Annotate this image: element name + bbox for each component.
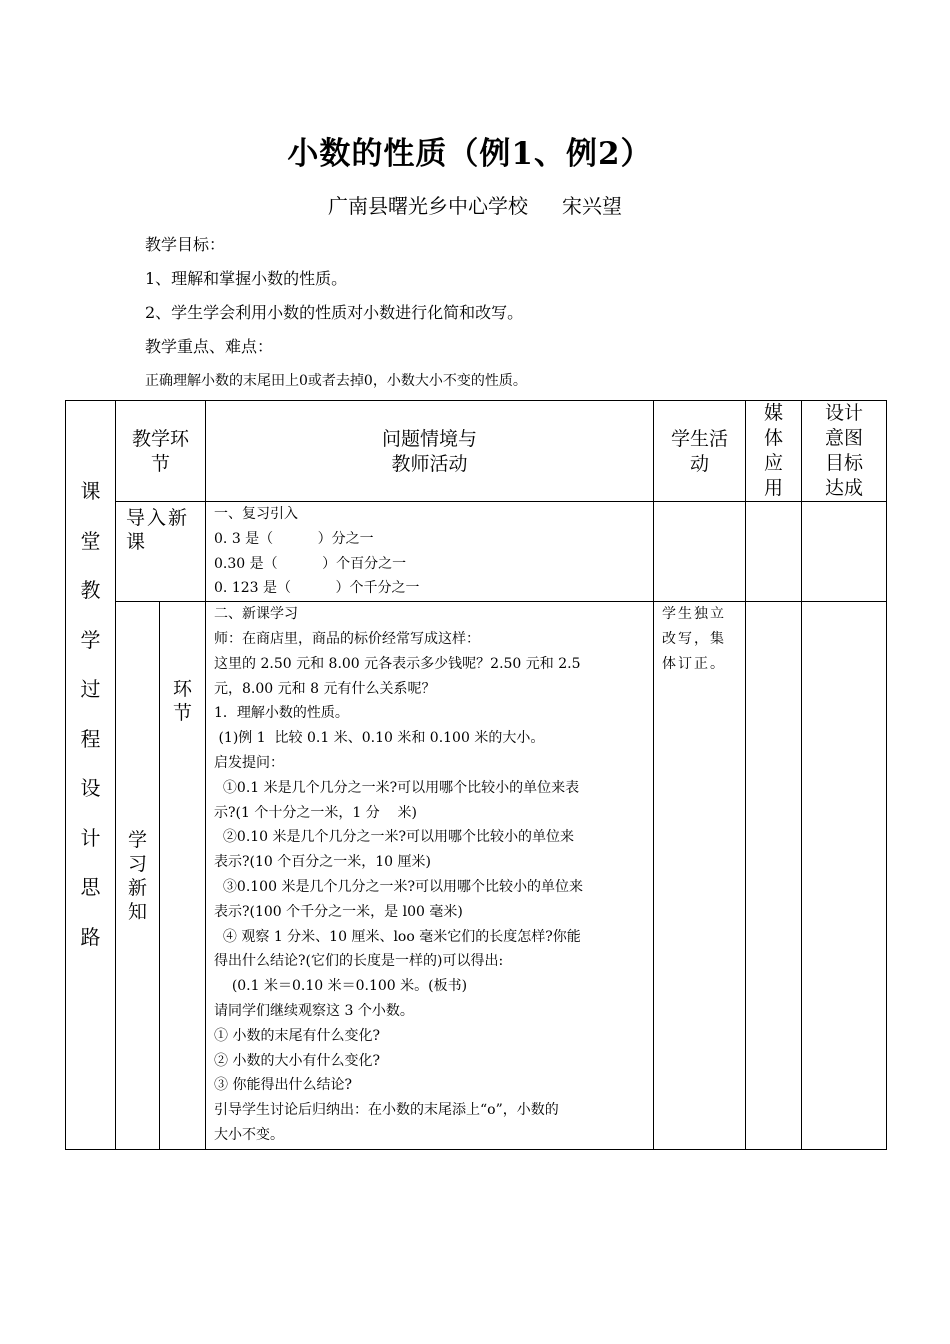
key-points-text: 正确理解小数的末尾田上0或者去掉0，小数大小不变的性质。 <box>145 373 527 389</box>
intro-student <box>654 502 746 602</box>
objective-item: 2、学生学会利用小数的性质对小数进行化简和改写。 <box>145 303 524 322</box>
table-header-row <box>66 401 887 502</box>
author-line <box>0 190 950 219</box>
teacher-name: 宋兴望 <box>562 194 622 218</box>
key-points-heading: 教学重点、难点： <box>145 337 274 356</box>
table-row-intro <box>66 502 887 602</box>
stage-learning: 学 习 新 知 <box>116 602 160 1150</box>
header-stage: 教学环节 <box>116 401 206 502</box>
document-title: 小数的性质（例1、例2） <box>287 136 653 172</box>
header-activity: 问题情境与 教师活动 <box>206 401 654 502</box>
intro-media <box>746 502 802 602</box>
learning-activity: 二、新课学习 师：在商店里，商品的标价经常写成这样： 这里的 2.50 元和 8.00 元各表示多少钱呢？2.50 元和 2.5 元，8.00 元和 8 元有什么关系呢？ 1．理解小数的性质。 (1)例 1 比较 0.1 米、0.10 米和 0.100 米的大小。 启发提问： ①0.1 米是几个几分之一米?可以用哪个比较小的单位来表 示?(1 个十分之一米，1 分 米) ②0.10 米是几个几分之一米?可以用哪个比较小的单位来 表示?(10 个百分之一米，10 厘米) ③0.100 米是几个几分之一米?可以用哪个比较小的单位来 表示?(100 个千分之一米，是 l00 毫米) ④ 观察 1 分米、10 厘米、loo 毫米它们的长度怎样?你能 得出什么结论?(它们的长度是一样的)可以得出: (0.1 米＝0.10 米＝0.100 米。(板书) 请同学们继续观察这 3 个小数。 ① 小数的末尾有什么变化? ② 小数的大小有什么变化? ③ 你能得出什么结论? 引导学生讨论后归纳出：在小数的末尾添上“o”，小数的 大小不变。 <box>206 602 654 1150</box>
intro-design <box>802 502 887 602</box>
stage-intro: 导入新课 <box>116 502 206 602</box>
objectives-heading: 教学目标： <box>145 235 226 254</box>
intro-activity: 一、复习引入 0. 3 是（ ）分之一 0.30 是（ ）个百分之一 0. 123 是（ ）个千分之一 <box>206 502 654 602</box>
learning-student: 学生独立 改写，集 体订正。 <box>654 602 746 1150</box>
school-name: 广南县曙光乡中心学校 <box>328 194 528 218</box>
learning-media <box>746 602 802 1150</box>
table-row-learning <box>66 602 887 1150</box>
lesson-plan-table <box>65 400 887 1150</box>
objective-item: 1、理解和掌握小数的性质。 <box>145 269 348 288</box>
header-design: 设计 意图 目标 达成 <box>802 401 887 502</box>
header-student: 学生活动 <box>654 401 746 502</box>
stage-sub-label: 环 节 <box>160 602 206 1150</box>
header-media: 媒 体 应 用 <box>746 401 802 502</box>
learning-design <box>802 602 887 1150</box>
process-side-label: 课 堂 教 学 过 程 设 计 思 路 <box>66 401 116 1150</box>
